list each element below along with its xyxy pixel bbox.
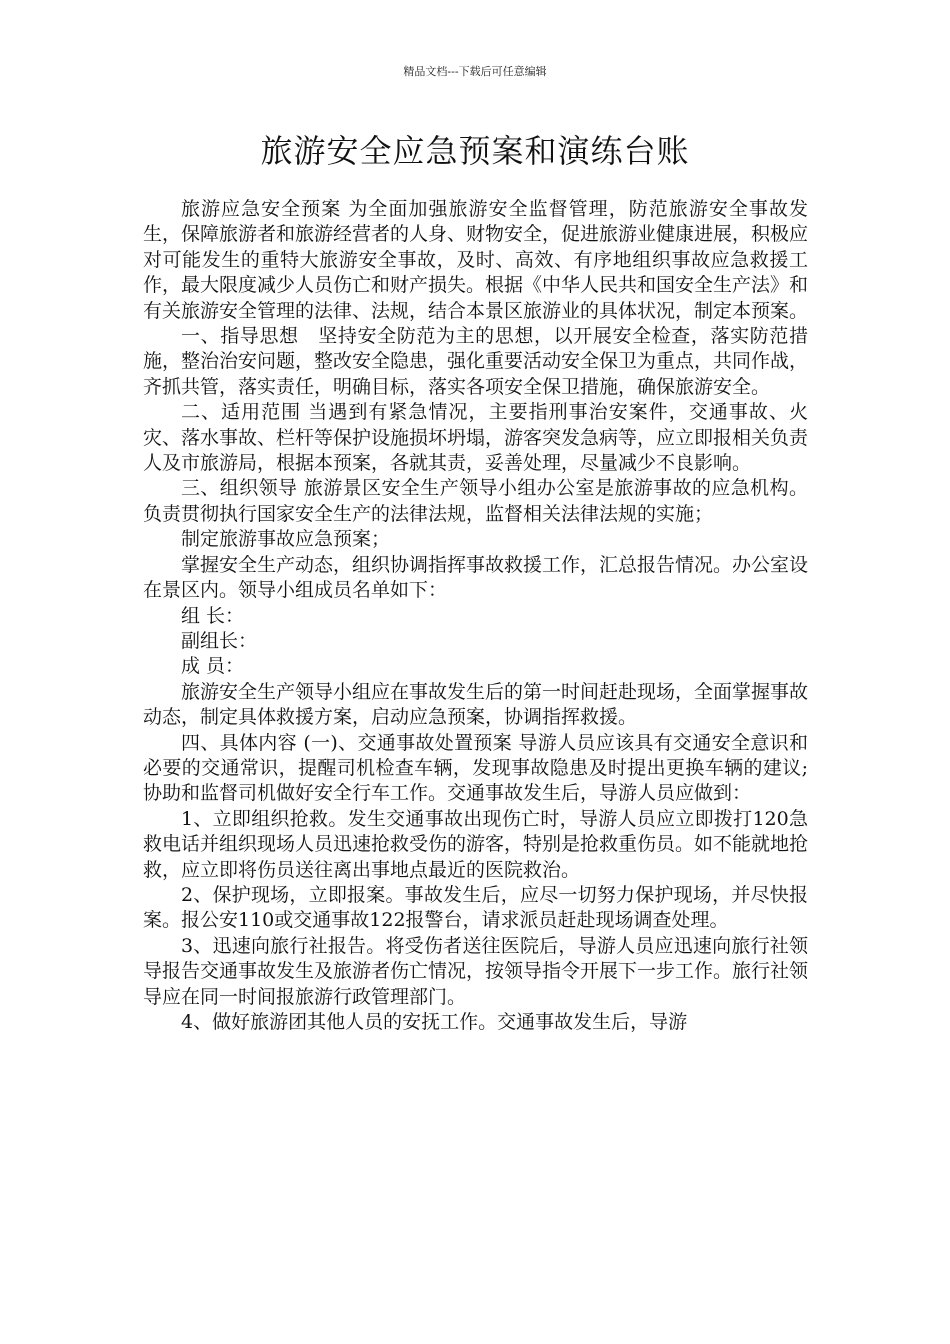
paragraph-report-agency: 3、迅速向旅行社报告。将受伤者送往医院后，导游人员应迅速向旅行社领导报告交通事故发生及旅游者伤亡情况，按领导指令开展下一步工作。旅行社领导应在同一时间报旅游行政管理部门。 bbox=[143, 934, 809, 1008]
paragraph-members: 成 员： bbox=[181, 655, 245, 678]
paragraph-reassure: 4、做好旅游团其他人员的安抚工作。交通事故发生后，导游 bbox=[181, 1011, 688, 1033]
paragraph-deputy-leader: 副组长： bbox=[181, 629, 258, 652]
paragraph-guiding-thought: 一、指导思想 坚持安全防范为主的思想，以开展安全检查，落实防范措施，整治治安问题，整改安全隐患，强化重要活动安全保卫为重点，共同作战，齐抓共管，落实责任，明确目标，落实各项安全保卫措施，确保旅游安全。 bbox=[143, 325, 809, 398]
paragraph-traffic-plan: 四、具体内容 (一)、交通事故处置预案 导游人员应该具有交通安全意识和必要的交通常识，提醒司机检查车辆，发现事故隐患及时提出更换车辆的建议;协助和监督司机做好安全行车工作。交通事故发生后，导游人员应做到： bbox=[143, 731, 808, 805]
paragraph-intro: 旅游应急安全预案 为全面加强旅游安全监督管理，防范旅游安全事故发生，保障旅游者和旅游经营者的人身、财物安全，促进旅游业健康进展，积极应对可能发生的重特大旅游安全事故，及时、高效、有序地组织事故应急救援工作，最大限度减少人员伤亡和财产损失。根据《中华人民共和国安全生产法》和有关旅游安全管理的法律、法规，结合本景区旅游业的具体状况，制定本预案。 bbox=[143, 198, 809, 322]
paragraph-coordination: 掌握安全生产动态，组织协调指挥事故救援工作，汇总报告情况。办公室设在景区内。领导小组成员名单如下： bbox=[143, 553, 809, 602]
paragraph-response: 旅游安全生产领导小组应在事故发生后的第一时间赶赴现场，全面掌握事故动态，制定具体救援方案，启动应急预案，协调指挥救援。 bbox=[143, 680, 809, 729]
paragraph-leader: 组 长： bbox=[181, 604, 245, 627]
paragraph-rescue: 1、立即组织抢救。发生交通事故出现伤亡时，导游人员应立即拨打120急救电话并组织现场人员迅速抢救受伤的游客，特别是抢救重伤员。如不能就地抢救，应立即将伤员送往离出事地点最近的医院救治。 bbox=[143, 807, 809, 881]
paragraph-report-police: 2、保护现场，立即报案。事故发生后，应尽一切努力保护现场，并尽快报案。报公安110或交通事故122报警台，请求派员赶赴现场调查处理。 bbox=[143, 883, 808, 932]
paragraph-plan: 制定旅游事故应急预案； bbox=[181, 528, 391, 551]
paragraph-scope: 二、适用范围 当遇到有紧急情况，主要指刑事治安案件，交通事故、火灾、落水事故、栏杆等保护设施损坏坍塌，游客突发急病等，应立即报相关负责人及市旅游局，根据本预案，各就其责，妥善处理，尽量减少不良影响。 bbox=[143, 401, 809, 475]
page-header: 精品文档---下载后可任意编辑 bbox=[403, 65, 547, 78]
document-title: 旅游安全应急预案和演练台账 bbox=[260, 132, 690, 170]
document-body bbox=[143, 197, 808, 1035]
paragraph-leadership: 三、组织领导 旅游景区安全生产领导小组办公室是旅游事故的应急机构。负责贯彻执行国家安全生产的法律法规，监督相关法律法规的实施； bbox=[143, 477, 808, 525]
